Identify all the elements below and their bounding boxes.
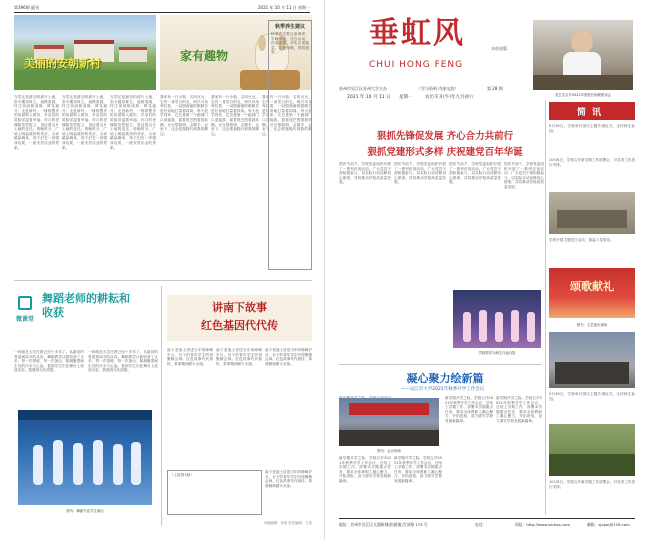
meeting-body-col1b: 新学期开学之际，学校召开2021年秋季开学工作会议，总结上学期工作，部署本学期重点任务，要求全体教职工凝心聚力，开拓进取，奋力谱写学校发展新篇章。 — [339, 456, 391, 483]
masthead-issue-note: （学习资料 内部交流） — [417, 86, 459, 91]
meeting-body-col2: 新学期开学之际，学校召开2021年秋季开学工作会议，总结上学期工作，部署本学期重点任务，要求全体教职工凝心聚力，开拓进取，奋力谱写学校发展新篇章。 — [394, 456, 442, 483]
article4-box-note: （上接第1版） — [170, 473, 194, 477]
left-divider-1 — [14, 280, 312, 281]
meeting-photo-top — [533, 20, 633, 90]
banner-text: 颂歌献礼 — [570, 280, 614, 293]
masthead — [339, 8, 529, 128]
masthead-date: 2021 年 10 月 11 日 — [347, 95, 391, 100]
meeting-photo-top-caption: 党总支召开2021年度校长助理座谈会 — [554, 93, 612, 97]
article4-body-col3: 南下老战士讲述当年的峥嵘岁月，台下的青年学生听得聚精会神。红色故事代代相传，革命精神薪火永续。 — [265, 348, 312, 366]
brief-extra-text: 9月30日，学校举行国庆主题升旗仪式，全体师生参加。 — [549, 392, 635, 401]
meeting-body-col4: 新学期开学之际，学校召开2021年秋季开学工作会议，总结上学期工作，部署本学期重点任务，要求全体教职工凝心聚力，开拓进取，奋力谱写学校发展新篇章。 — [496, 396, 542, 423]
footer-url: 网址：http://www.sxdsss.com — [515, 522, 571, 527]
headline-line2: 狠抓党建形式多样 庆祝建党百年华诞 — [367, 147, 523, 158]
masthead-pinyin: CHUI HONG FENG — [369, 60, 464, 70]
brief-item-3: 学校开展主题党日活动，重温入党誓词。 — [549, 238, 614, 242]
right-page — [325, 0, 649, 540]
left-page — [0, 0, 324, 540]
left-col-divider — [161, 286, 162, 526]
brief-item-2: 10月8日，学校召开新学期工作部署会，对各项工作进行安排。 — [549, 158, 635, 167]
article5-body: 秋季养生要注意调养，早睡早起，适当运动，饮食清淡，多吃水果蔬菜，注意保暖，预防感冒。 — [271, 32, 309, 55]
left-footer: 本版编辑：李某 责任编辑：王某 — [263, 521, 312, 525]
article1-title: 美丽的安朝新村 — [24, 57, 101, 70]
article4-body-col2: 南下老战士讲述当年的峥嵘岁月，台下的青年学生听得聚精会神。红色故事代代相传，革命精神薪火永续。 — [216, 348, 262, 366]
meeting-body-col3: 新学期开学之际，学校召开2021年秋季开学工作会议，总结上学期工作，部署本学期重点任务，要求全体教职工凝心聚力，开拓进取，奋力谱写学校发展新篇章。 — [445, 396, 493, 423]
article4-note-box — [167, 470, 262, 515]
right-footer-rule — [339, 518, 635, 519]
brief-extra-text-2: 10月8日，学校召开新学期工作部署会，对各项工作进行安排。 — [549, 480, 635, 489]
performance-photo — [453, 290, 541, 348]
banner-photo — [549, 268, 635, 318]
brief-photo-4 — [549, 424, 635, 476]
article2-body-col2: 我家有一只小狗，名叫豆豆。它有一身雪白的毛，两只耳朵耷拉着，一双圆溜溜的眼睛总是好奇地打量着四周。每天放学回家，它总是第一个跑到门口迎接我，摇着尾巴围着我转圈。豆豆很聪明，会握手，会坐下，还会把拖鞋叼到我的脚边。 — [211, 95, 259, 136]
brief-title: 简讯 — [576, 108, 607, 118]
article3-body-col1: 一转眼在大学任教已经十多年了。从最初的青涩到如今的从容，舞蹈教学让我收获了太多。每一次排练，每一次演出，都凝聚着师生们的汗水与心血。看到学生们在舞台上绽放光彩，我感到无比欣慰。 — [14, 350, 84, 373]
brief-header — [549, 102, 635, 120]
brief-divider — [545, 100, 546, 515]
performance-photo-caption: 学校领导与师生代表合影 — [478, 351, 516, 355]
article3-title: 舞蹈老师的耕耘和收获 — [42, 292, 130, 319]
lead-body-col1: 国庆节前夕，学校党委组织开展了一系列庆祝活动，广大党员干部积极参与，以实际行动诠释初心使命，共同推动学校高质量发展。 — [339, 162, 391, 185]
footer-address: 地址：苏州市吴江区太湖新城(松陵镇)笠泽路 173 号 — [339, 522, 428, 527]
article4-title-line1: 讲南下故事 — [212, 301, 267, 314]
article2-title: 家有趣物 — [180, 49, 229, 63]
brief-photo-3 — [549, 332, 635, 388]
brief-photo-1 — [549, 192, 635, 234]
footer-tel: 电话： — [475, 522, 487, 527]
lead-body-col4: 国庆节前夕，学校党委组织开展了一系列庆祝活动，广大党员干部积极参与，以实际行动诠释初心使命，共同推动学校高质量发展。 — [504, 162, 544, 189]
meeting-photo-caption: 图为：会议现场 — [377, 449, 401, 453]
masthead-title: 垂虹风 — [369, 16, 465, 51]
left-page-header — [14, 5, 310, 13]
masthead-weekday: 星期一 — [399, 95, 413, 100]
red-story-banner — [167, 295, 312, 341]
article1-body-col1: 当然还是最初的那片土地，如今楼房林立，道路宽阔，村庄里绿树成荫，鲜花盛开。走进新村，一排排整齐的房屋映入眼帘，乡亲们的笑脸洋溢着幸福。村口的老槐树依然挺立，见证着这片土地的变迁。傍晚时分，广场上响起欢快的音乐，大家跳起舞来，孩子们在一旁嬉戏玩耍，一派安居乐业的景象。 — [14, 95, 59, 150]
masthead-issue-no: 第 28 期 — [487, 86, 503, 91]
article2-body-col1: 我家有一只小狗，名叫豆豆。它有一身雪白的毛，两只耳朵耷拉着，一双圆溜溜的眼睛总是好奇地打量着四周。每天放学回家，它总是第一个跑到门口迎接我，摇着尾巴围着我转圈。豆豆很聪明，会握手，会坐下，还会把拖鞋叼到我的脚边。 — [160, 95, 208, 136]
sub-headline-line1: 凝心聚力绘新篇 — [406, 372, 484, 385]
banner-photo-caption: 图为：文艺演出现场 — [576, 323, 608, 327]
article1-body-col2: 当然还是最初的那片土地，如今楼房林立，道路宽阔，村庄里绿树成荫，鲜花盛开。走进新村，一排排整齐的房屋映入眼帘，乡亲们的笑脸洋溢着幸福。村口的老槐树依然挺立，见证着这片土地的变迁。傍晚时分，广场上响起欢快的音乐，大家跳起舞来，孩子们在一旁嬉戏玩耍，一派安居乐业的景象。 — [62, 95, 107, 150]
sub-headline-line2: ——吴江市大学2021年秋季开学工作会议 — [400, 387, 485, 392]
article1-body-col3: 当然还是最初的那片土地，如今楼房林立，道路宽阔，村庄里绿树成荫，鲜花盛开。走进新村，一排排整齐的房屋映入眼帘，乡亲们的笑脸洋溢着幸福。村口的老槐树依然挺立，见证着这片土地的变迁。傍晚时分，广场上响起欢快的音乐，大家跳起舞来，孩子们在一旁嬉戏玩耍，一派安居乐业的景象。 — [110, 95, 156, 150]
headline-line1: 狠抓先锋促发展 齐心合力共前行 — [376, 131, 514, 142]
brief-item-1: 9月30日，学校举行国庆主题升旗仪式，全体师生参加。 — [549, 124, 635, 133]
book-icon — [18, 296, 32, 310]
left-header-date: 2021 年 10 月 11 日 星期一 — [258, 5, 310, 10]
article2-body-col3: 我家有一只小狗，名叫豆豆。它有一身雪白的毛，两只耳朵耷拉着，一双圆溜溜的眼睛总是好奇地打量着四周。每天放学回家，它总是第一个跑到门口迎接我，摇着尾巴围着我转圈。豆豆很聪明，会握手，会坐下，还会把拖鞋叼到我的脚边。 — [262, 95, 312, 136]
dance-photo — [18, 410, 152, 505]
left-header-section: 第396期 副刊 — [14, 5, 39, 10]
masthead-small-tag: 水杉首版 — [491, 46, 507, 51]
lead-body-col2: 国庆节前夕，学校党委组织开展了一系列庆祝活动，广大党员干部积极参与，以实际行动诠释初心使命，共同推动学校高质量发展。 — [394, 162, 446, 185]
article4-title-line2: 红色基因代代传 — [201, 319, 278, 332]
village-photo — [14, 15, 156, 90]
masthead-publisher: 苏州市吴江区苏州大学主办 — [339, 86, 387, 91]
dance-photo-caption: 图为：舞蹈专业学生演出 — [66, 509, 104, 513]
article3-body-col2: 一转眼在大学任教已经十多年了。从最初的青涩到如今的从容，舞蹈教学让我收获了太多。每一次排练，每一次演出，都凝聚着师生们的汗水与心血。看到学生们在舞台上绽放光彩，我感到无比欣慰。 — [88, 350, 158, 373]
article5-title: 秋季养生建议 — [274, 24, 305, 30]
article3-header — [14, 286, 159, 344]
right-divider-1 — [339, 364, 542, 365]
lead-body-col3: 国庆节前夕，学校党委组织开展了一系列庆祝活动，广大党员干部积极参与，以实际行动诠释初心使命，共同推动学校高质量发展。 — [449, 162, 501, 185]
meeting-hall-photo — [339, 398, 439, 446]
article3-tag: 微课堂 — [16, 316, 35, 323]
masthead-lunar: 农历辛丑(牛)年九月初六 — [425, 95, 474, 100]
health-sidebar — [268, 20, 312, 270]
article4-body-col4: 南下老战士讲述当年的峥嵘岁月，台下的青年学生听得聚精会神。红色故事代代相传，革命精神薪火永续。 — [265, 470, 312, 488]
article4-body-col1: 南下老战士讲述当年的峥嵘岁月，台下的青年学生听得聚精会神。红色故事代代相传，革命精神薪火永续。 — [167, 348, 213, 366]
footer-email: 邮箱：sjxpai@126.com — [587, 522, 630, 527]
